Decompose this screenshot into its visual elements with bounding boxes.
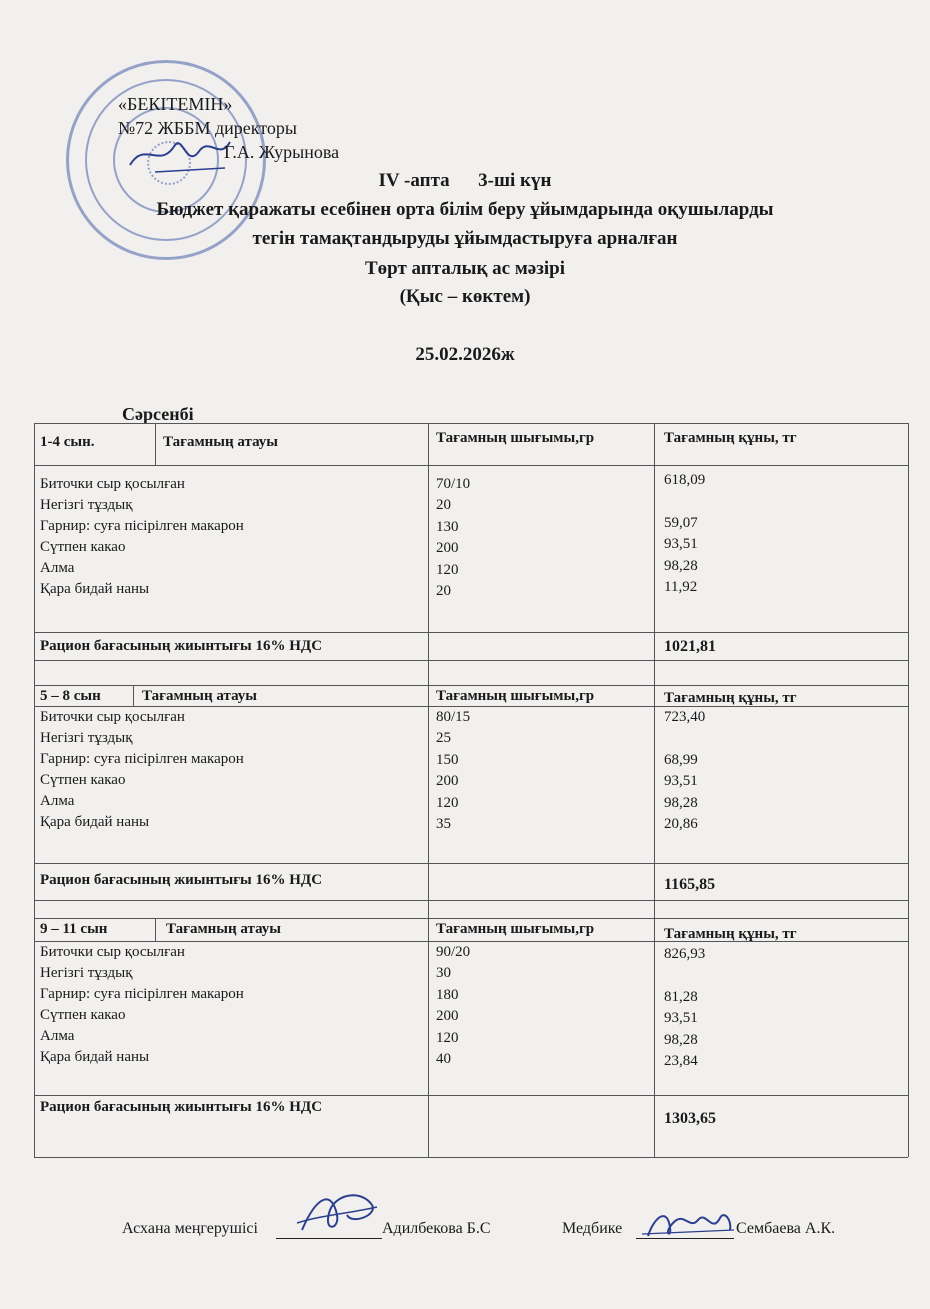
approval-position: №72 ЖББМ директоры [118,118,297,138]
list-item: 20 [436,497,451,514]
list-item: 25 [436,730,451,747]
list-item: 20,86 [664,815,698,832]
total-label: Рацион бағасының жиынтығы 16% НДС [40,872,323,888]
table-border-right [908,423,909,1157]
week-day-line [0,170,930,192]
list-item: 120 [436,1029,459,1046]
total-value: 1021,81 [664,638,716,655]
list-item: 30 [436,965,451,982]
row-line [34,918,908,919]
cost-list [664,944,705,1072]
list-item [664,965,705,986]
season-label: (Қыс – көктем) [399,286,531,307]
kitchen-name: Адилбекова Б.С [382,1220,491,1237]
list-item [664,491,705,512]
approval-name: Г.А. Журынова [224,142,340,162]
title-line-2: тегін тамақтандыруды ұйымдастыруға арналған [252,228,678,249]
list-item: 200 [436,1008,459,1025]
grade-label: 5 – 8 сын [40,688,101,704]
cost-list [664,707,705,835]
column-header-name: Тағамның атауы [166,921,282,937]
list-item: 23,84 [664,1052,698,1069]
list-item: Сүтпен какао [40,1007,126,1023]
list-item: 20 [436,583,451,600]
week-label: IV -апта [378,170,450,191]
yield-list [436,942,470,1070]
dish-list [40,474,244,600]
list-item: Сүтпен какао [40,539,126,555]
title-line-1: Бюджет қаражаты есебінен орта білім беру ұйымдарында оқушыларды [156,199,774,220]
list-item: 120 [436,794,459,811]
list-item: 618,09 [664,472,706,488]
medic-role: Медбике [562,1220,623,1237]
list-item: Гарнир: суға пісірілген макарон [40,986,244,1002]
row-line [34,1095,908,1096]
table-border-left [34,423,35,1157]
list-item: 98,28 [664,1031,698,1048]
list-item: Гарнир: суға пісірілген макарон [40,518,244,534]
column-header-cost: Тағамның құны, тг [664,690,797,706]
row-line [34,900,908,901]
row-line [34,660,908,661]
row-line [34,863,908,864]
total-label: Рацион бағасының жиынтығы 16% НДС [40,1099,323,1115]
column-header-yield: Тағамның шығымы,гр [436,921,595,937]
list-item: 723,40 [664,709,706,725]
row-line [34,632,908,633]
medic-signature-icon [640,1200,736,1246]
total-value: 1303,65 [664,1110,716,1127]
list-item: 93,51 [664,1010,698,1027]
list-item: 93,51 [664,536,698,553]
list-item: Негізгі тұздық [40,730,133,746]
menu-date: 25.02.2026ж [415,344,515,365]
list-item: 11,92 [664,578,698,595]
total-label: Рацион бағасының жиынтығы 16% НДС [40,638,323,654]
list-item: Негізгі тұздық [40,965,133,981]
column-header-cost: Тағамның құны, тг [664,926,797,942]
list-item: 40 [436,1051,451,1068]
cost-list [664,470,705,598]
grade-divider [133,685,134,706]
row-line [34,423,908,424]
grade-label: 1-4 сын. [40,434,95,450]
column-divider-cost [654,423,655,1157]
grade-label: 9 – 11 сын [40,921,108,937]
weekday-label: Сәрсенбі [122,404,194,424]
list-item: 826,93 [664,946,706,962]
list-item: Қара бидай наны [40,1049,150,1065]
list-item: 200 [436,773,459,790]
list-item: Алма [40,560,75,576]
list-item: Гарнир: суға пісірілген макарон [40,751,244,767]
list-item [664,728,705,749]
list-item: 59,07 [664,514,698,531]
list-item: Қара бидай наны [40,581,150,597]
row-line [34,465,908,466]
list-item: Биточки сыр қосылған [40,476,185,492]
list-item: 80/15 [436,709,471,725]
total-value: 1165,85 [664,876,716,893]
list-item: 120 [436,561,459,578]
day-label: 3-ші күн [478,170,552,191]
grade-divider [155,918,156,941]
list-item: Қара бидай наны [40,814,150,830]
dish-list [40,707,244,833]
kitchen-signature-icon [292,1185,382,1243]
list-item: 98,28 [664,557,698,574]
dish-list [40,942,244,1068]
list-item: 130 [436,518,459,535]
column-header-yield: Тағамның шығымы,гр [436,430,595,446]
list-item: 200 [436,540,459,557]
title-line-3: Төрт апталық ас мәзірі [364,258,565,279]
list-item: Биточки сыр қосылған [40,709,185,725]
list-item: 68,99 [664,751,698,768]
list-item: 35 [436,816,451,833]
column-divider-yield [428,423,429,1157]
column-header-yield: Тағамның шығымы,гр [436,688,595,704]
grade-divider [155,423,156,465]
list-item: Биточки сыр қосылған [40,944,185,960]
list-item: 180 [436,986,459,1003]
row-line [34,1157,908,1158]
medic-name: Сембаева А.К. [736,1220,836,1237]
list-item: 81,28 [664,988,698,1005]
list-item: 93,51 [664,773,698,790]
list-item: 150 [436,751,459,768]
list-item: Алма [40,793,75,809]
list-item: 70/10 [436,476,471,492]
list-item: Сүтпен какао [40,772,126,788]
kitchen-role: Асхана меңгерушісі [122,1220,258,1237]
column-header-cost: Тағамның құны, тг [664,430,797,446]
column-header-name: Тағамның атауы [163,434,279,450]
list-item: 98,28 [664,794,698,811]
row-line [34,685,908,686]
yield-list [436,474,470,602]
yield-list [436,707,470,835]
approval-title: «БЕКІТЕМІН» [118,94,233,114]
list-item: Негізгі тұздық [40,497,133,513]
column-header-name: Тағамның атауы [142,688,258,704]
list-item: 90/20 [436,944,471,960]
list-item: Алма [40,1028,75,1044]
